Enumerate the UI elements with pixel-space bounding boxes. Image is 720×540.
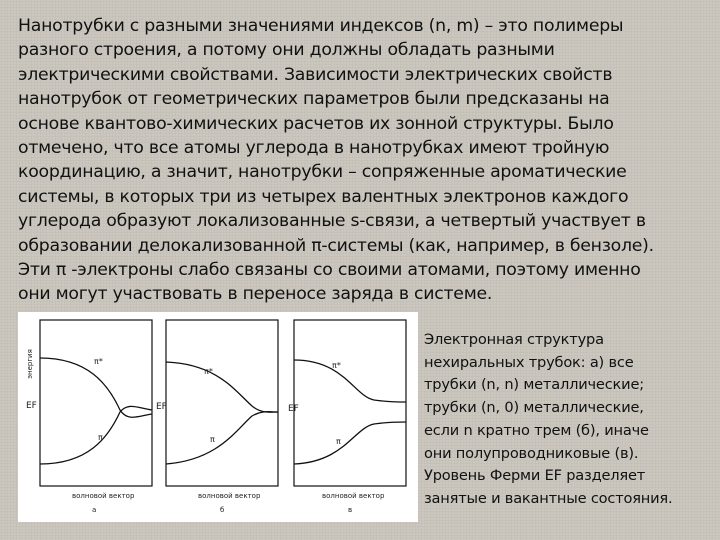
- caption-line: Уровень Ферми EF разделяет: [424, 467, 646, 485]
- paragraph-line: координацию, а значит, нанотрубки – сопряженные ароматические: [18, 162, 627, 183]
- band-structure-svg: [18, 312, 418, 522]
- panel-c-letter: в: [348, 506, 353, 514]
- caption-line: они полупроводниковые (в).: [424, 444, 639, 462]
- band-structure-figure: [18, 312, 418, 522]
- paragraph-line: Эти π -электроны слабо связаны со своими атомами, поэтому именно: [18, 260, 641, 281]
- paragraph-line: углерода образуют локализованные s-связи, а четвертый участвует в: [18, 211, 646, 232]
- panel-b: [156, 320, 278, 514]
- paragraph-line: нанотрубок от геометрических параметров были предсказаны на: [18, 89, 610, 110]
- panel-a-band-upper: [40, 358, 152, 417]
- panel-b-letter: б: [220, 506, 225, 514]
- caption-line: трубки (n, n) металлические;: [424, 376, 644, 394]
- main-paragraph: [18, 14, 708, 307]
- paragraph-line: системы, в которых три из четырех валентных электронов каждого: [18, 186, 629, 207]
- paragraph-line: образовании делокализованной π-системы (как, например, в бензоле).: [18, 235, 654, 256]
- paragraph-line: они могут участвовать в переносе заряда в системе.: [18, 284, 493, 305]
- panel-a-upper-label: π*: [94, 357, 103, 366]
- caption-line: нехиральных трубок: а) все: [424, 353, 634, 371]
- panel-a-fermi-label: EF: [26, 401, 37, 411]
- paragraph-line: отмечено, что все атомы углерода в нанотрубках имеют тройную: [18, 138, 610, 159]
- panel-c-fermi-label: EF: [288, 404, 299, 414]
- panel-a-band-lower: [40, 406, 152, 464]
- panel-c-lower-label: π: [336, 437, 341, 446]
- paragraph-line: Нанотрубки с разными значениями индексов (n, m) – это полимеры: [18, 16, 624, 36]
- caption-line: Электронная структура: [424, 331, 604, 348]
- panel-c: [288, 320, 406, 514]
- panel-c-upper-label: π*: [332, 361, 341, 370]
- caption-line: занятые и вакантные состояния.: [424, 489, 673, 507]
- figure-caption: [424, 329, 714, 511]
- paragraph-line: разного строения, а потому они должны обладать разными: [18, 40, 555, 61]
- caption-line: трубки (n, 0) металлические,: [424, 399, 644, 417]
- panel-a: [26, 320, 152, 514]
- panel-a-frame: [40, 320, 152, 486]
- panel-b-band-upper: [166, 362, 278, 412]
- energy-axis-label: энергия: [26, 349, 34, 379]
- panel-a-wave-label: волновой вектор: [72, 492, 135, 500]
- panel-b-band-lower: [166, 412, 278, 464]
- panel-c-band-upper: [294, 360, 406, 402]
- panel-c-band-lower: [294, 422, 406, 464]
- paragraph-line: электрическими свойствами. Зависимости электрических свойств: [18, 64, 613, 85]
- panel-b-upper-label: π*: [204, 367, 213, 376]
- panel-a-letter: а: [92, 506, 97, 514]
- caption-line: если n кратно трем (б), иначе: [424, 421, 649, 439]
- panel-b-wave-label: волновой вектор: [198, 492, 261, 500]
- panel-c-wave-label: волновой вектор: [322, 492, 385, 500]
- panel-c-frame: [294, 320, 406, 486]
- panel-b-lower-label: π: [210, 435, 215, 444]
- paragraph-line: основе квантово-химических расчетов их зонной структуры. Было: [18, 113, 614, 134]
- panel-a-lower-label: π: [98, 433, 103, 442]
- panel-b-fermi-label: EF: [156, 402, 167, 412]
